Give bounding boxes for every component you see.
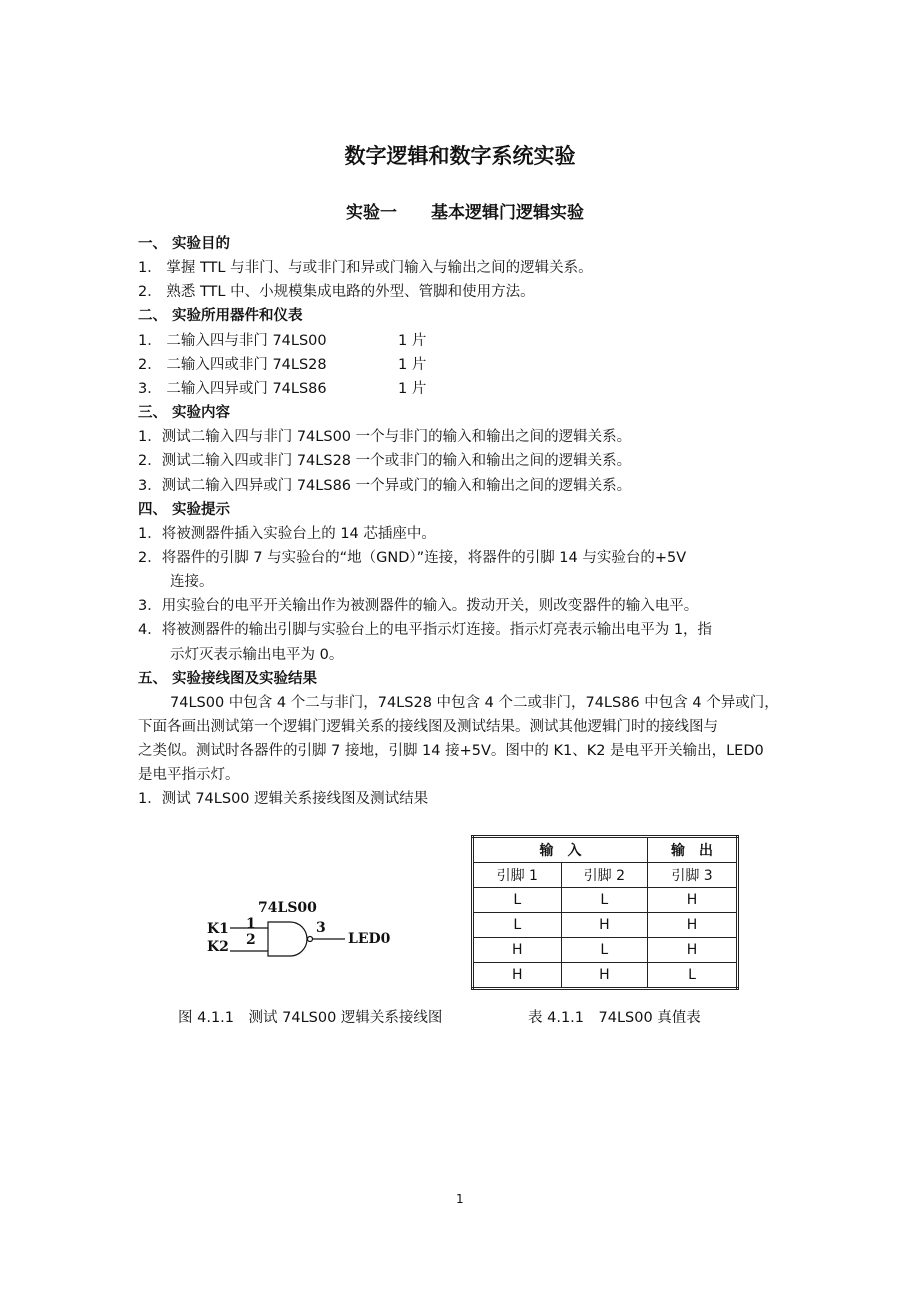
experiment-title <box>346 198 584 223</box>
line-text: 1．将被测器件插入实验台上的 14 芯插座中。 <box>138 525 436 542</box>
cell: L <box>561 938 648 963</box>
figure-caption: 图 4.1.1 测试 74LS00 逻辑关系接线图 <box>178 1010 443 1026</box>
chip-label: 74LS00 <box>258 900 317 916</box>
pin1-label: 1 <box>246 916 256 932</box>
section-heading <box>138 667 317 688</box>
line-text: 1．测试 74LS00 逻辑关系接线图及测试结果 <box>138 791 429 808</box>
pin3-label: 3 <box>316 920 326 936</box>
text-line <box>138 377 427 398</box>
line-text: 下面各画出测试第一个逻辑门逻辑关系的接线图及测试结果。测试其他逻辑门时的接线图与 <box>138 719 718 735</box>
line-text: 1． 掌握 TTL 与非门、与或非门和异或门输入与输出之间的逻辑关系。 <box>138 260 593 277</box>
line-text: 五、 实验接线图及实验结果 <box>138 670 318 687</box>
line-text: 3．测试二输入四异或门 74LS86 一个异或门的输入和输出之间的逻辑关系。 <box>138 477 632 494</box>
text-line <box>138 715 718 736</box>
experiment-name: 基本逻辑门逻辑实验 <box>431 203 584 223</box>
nand-gate-wiring-diagram <box>200 895 400 965</box>
output-group-header: 输 出 <box>648 837 738 863</box>
cell: H <box>648 913 738 938</box>
line-text: 2． 二输入四或非门 74LS28 <box>138 356 327 373</box>
section-heading <box>138 232 230 253</box>
quantity: 1 片 <box>398 380 427 397</box>
cell: H <box>473 963 562 989</box>
line-text: 连接。 <box>170 574 214 591</box>
column-header: 引脚 1 <box>473 863 562 888</box>
text-line <box>170 643 343 664</box>
text-line <box>170 691 779 712</box>
section-heading <box>138 498 230 519</box>
line-text: 3． 二输入四异或门 74LS86 <box>138 380 327 397</box>
section-heading <box>138 304 303 325</box>
text-line <box>138 280 535 301</box>
page-number: 1 <box>456 1192 464 1206</box>
pin2-label: 2 <box>246 932 256 948</box>
text-line <box>138 787 428 808</box>
table-row <box>473 888 738 913</box>
line-text: 四、 实验提示 <box>138 501 231 518</box>
line-text: 三、 实验内容 <box>138 405 231 422</box>
text-line <box>138 763 240 784</box>
cell: L <box>473 888 562 913</box>
column-header: 引脚 2 <box>561 863 648 888</box>
quantity: 1 片 <box>398 356 427 373</box>
table-row <box>473 913 738 938</box>
text-line <box>170 570 214 591</box>
section-heading <box>138 401 230 422</box>
line-text: 1． 二输入四与非门 74LS00 <box>138 332 327 349</box>
cell: H <box>648 888 738 913</box>
line-text: 2． 熟悉 TTL 中、小规模集成电路的外型、管脚和使用方法。 <box>138 284 535 301</box>
cell: H <box>561 963 648 989</box>
cell: L <box>648 963 738 989</box>
text-line <box>138 594 698 615</box>
quantity: 1 片 <box>398 332 427 349</box>
table-caption: 表 4.1.1 74LS00 真值表 <box>528 1010 701 1026</box>
line-text: 之类似。测试时各器件的引脚 7 接地，引脚 14 接+5V。图中的 K1、K2 是电平开关输出，LED0 <box>138 743 764 760</box>
line-text: 1．测试二输入四与非门 74LS00 一个与非门的输入和输出之间的逻辑关系。 <box>138 429 632 446</box>
text-line <box>138 449 631 470</box>
line-text: 是电平指示灯。 <box>138 767 240 784</box>
text-line <box>138 522 436 543</box>
line-text: 4．将被测器件的输出引脚与实验台上的电平指示灯连接。指示灯亮表示输出电平为 1，指 <box>138 622 713 639</box>
text-line <box>138 256 593 277</box>
line-text: 一、 实验目的 <box>138 236 231 252</box>
experiment-number: 实验一 <box>346 203 397 223</box>
cell: H <box>561 913 648 938</box>
cell: H <box>473 938 562 963</box>
text-line <box>138 425 631 446</box>
line-text: 二、 实验所用器件和仪表 <box>138 308 303 325</box>
text-line <box>138 739 764 760</box>
input-group-header: 输 入 <box>473 837 648 863</box>
table-row <box>473 938 738 963</box>
truth-table <box>471 835 739 990</box>
input-k1-label: K1 <box>207 921 229 937</box>
input-k2-label: K2 <box>207 939 229 955</box>
table-row <box>473 963 738 989</box>
document-title: 数字逻辑和数字系统实验 <box>344 144 576 168</box>
text-line <box>138 546 686 567</box>
line-text: 3．用实验台的电平开关输出作为被测器件的输入。拨动开关，则改变器件的输入电平。 <box>138 598 699 615</box>
text-line <box>138 329 427 350</box>
line-text: 示灯灭表示输出电平为 0。 <box>170 646 344 663</box>
text-line <box>138 618 712 639</box>
line-text: 2．将器件的引脚 7 与实验台的“地（GND）”连接，将器件的引脚 14 与实验台的+5V <box>138 549 687 566</box>
line-text: 74LS00 中包含 4 个二与非门，74LS28 中包含 4 个二或非门，74LS86 中包含 4 个异或门， <box>170 694 779 711</box>
cell: L <box>561 888 648 913</box>
text-line <box>138 353 427 374</box>
cell: L <box>473 913 562 938</box>
cell: H <box>648 938 738 963</box>
output-led-label: LED0 <box>348 931 391 947</box>
column-header: 引脚 3 <box>648 863 738 888</box>
text-line <box>138 474 631 495</box>
line-text: 2．测试二输入四或非门 74LS28 一个或非门的输入和输出之间的逻辑关系。 <box>138 453 632 470</box>
